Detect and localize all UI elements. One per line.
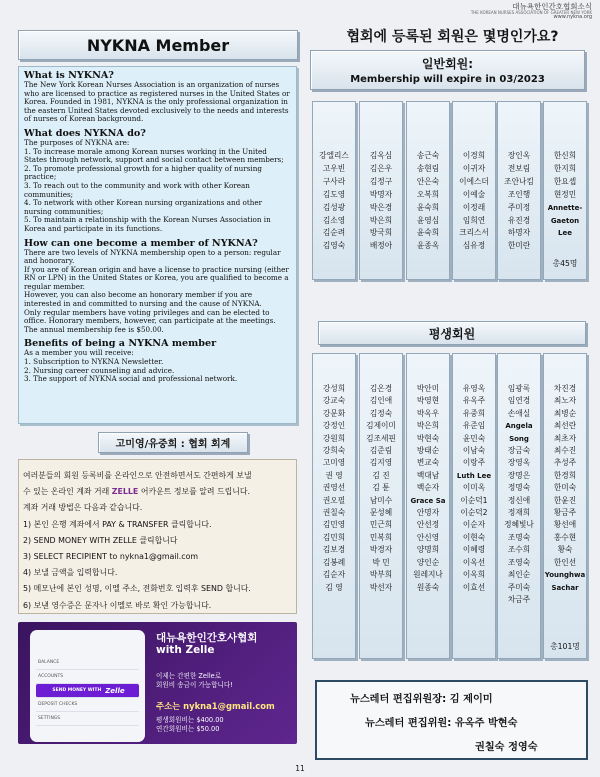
masthead-url: www.nykna.org bbox=[553, 14, 592, 21]
member-name: 김 툰 bbox=[372, 483, 390, 493]
member-name: 양인순 bbox=[416, 557, 440, 567]
banner-subtitle bbox=[156, 672, 233, 690]
zelle-brand-text: ZELLE bbox=[111, 487, 139, 497]
member-name: 안명자 bbox=[416, 508, 440, 518]
member-name: 박 민 bbox=[372, 557, 390, 567]
masthead-korean: 대뉴욕한인간호협회소식 bbox=[512, 2, 592, 11]
member-name: 박현숙 bbox=[416, 433, 440, 443]
what-heading: What is NYKNA? bbox=[24, 70, 114, 81]
member-name: 한윤진 bbox=[553, 495, 577, 505]
member-name: 한요셉 bbox=[553, 176, 577, 186]
member-name: 구사라 bbox=[322, 176, 346, 186]
zelle-intro-text: 어카운트 정보를 알려 드립니다. bbox=[138, 487, 250, 497]
member-name: 이옥선 bbox=[462, 557, 486, 567]
member-name: 백대남 bbox=[416, 470, 440, 480]
member-name: 황선애 bbox=[553, 520, 577, 530]
member-name: 최선란 bbox=[553, 421, 577, 431]
member-name: 조영숙 bbox=[507, 557, 531, 567]
zelle-intro-text: 수 있는 온라인 계좌 거래 bbox=[23, 487, 112, 497]
member-name: 황금주 bbox=[553, 508, 577, 518]
regular-member-header bbox=[310, 50, 585, 90]
member-name: 양명희 bbox=[416, 545, 440, 555]
member-name: 방국희 bbox=[369, 228, 393, 238]
member-name: 김순려 bbox=[322, 228, 346, 238]
do-item: 1. To increase morale among Korean nurses working in the United States through network, support and social contact between members; bbox=[24, 146, 284, 165]
do-item: 4. To network with other Korean nursing organizations and other nursing communities; bbox=[24, 198, 263, 216]
member-name: 박선자 bbox=[369, 582, 393, 592]
member-name: 하명자 bbox=[507, 228, 531, 238]
member-name: 조수희 bbox=[507, 545, 531, 555]
member-name: 민근희 bbox=[369, 520, 393, 530]
member-name: 차금주 bbox=[507, 594, 531, 604]
member-name: 권칠숙 bbox=[322, 508, 346, 518]
editor-committee: 뉴스레터 편집위원: 유옥주 박현숙 bbox=[365, 718, 518, 729]
member-name: 유영옥 bbox=[462, 384, 486, 393]
member-name: 이남숙 bbox=[462, 446, 486, 456]
member-name: Younghwa bbox=[544, 571, 586, 580]
phone-menu-label: SEND MONEY WITH bbox=[52, 688, 102, 693]
nykna-member-title: NYKNA Member bbox=[18, 30, 298, 60]
banner-address: 주소는 nykna1@gmail.com bbox=[156, 701, 275, 711]
regular-member-column bbox=[359, 101, 403, 280]
member-name: 조인행 bbox=[507, 189, 531, 199]
member-name: 안은숙 bbox=[416, 176, 440, 186]
treasurer-title: 고미영/유중희 : 협회 회계 bbox=[98, 432, 248, 453]
member-name: 손애실 bbox=[507, 408, 531, 418]
do-item: 5. To maintain a relationship with the Korean Nurses Association in Korea and participate in its functions. bbox=[24, 215, 271, 233]
member-name: 현정민 bbox=[553, 189, 577, 199]
member-name: 김조세핀 bbox=[366, 433, 396, 443]
zelle-intro-line: 여러분들의 회원 등록비를 온라인으로 안전하면서도 간편하게 보낼 bbox=[23, 471, 252, 480]
how-para: There are two levels of NYKNA membership open to a person: regular and honorary. bbox=[24, 247, 281, 266]
editor-in-chief: 뉴스레터 편집위원장: 김 제이미 bbox=[350, 694, 493, 705]
member-name: Sachar bbox=[551, 583, 579, 592]
member-name: 배정아 bbox=[369, 241, 393, 251]
member-name: 장명은 bbox=[507, 470, 531, 480]
member-name: 강원희 bbox=[322, 433, 346, 443]
member-name: 최초자 bbox=[553, 433, 577, 443]
lifetime-member-column bbox=[312, 353, 356, 659]
member-name: 박영현 bbox=[416, 396, 440, 406]
member-name: 이랑주 bbox=[462, 458, 486, 468]
member-name: Angela bbox=[505, 422, 533, 431]
member-name: 김순자 bbox=[322, 570, 346, 580]
zelle-step: 3) SELECT RECIPIENT to nykna1@gmail.com bbox=[23, 552, 199, 562]
member-name: 유옥주 bbox=[462, 396, 486, 406]
member-name: 이경희 bbox=[462, 151, 486, 160]
do-heading: What does NYKNA do? bbox=[24, 127, 146, 139]
regular-member-title: 일반회원: bbox=[421, 57, 474, 71]
member-name: 조명숙 bbox=[507, 532, 531, 542]
member-name: 추성주 bbox=[553, 458, 577, 468]
member-name: 변교숙 bbox=[416, 458, 440, 468]
member-name: 임희연 bbox=[462, 215, 486, 225]
member-name: 강엘리스 bbox=[319, 151, 349, 160]
member-name: 방태순 bbox=[416, 446, 440, 456]
member-name: 김소영 bbox=[322, 215, 346, 225]
member-name: 강희숙 bbox=[322, 446, 346, 456]
page-number: 11 bbox=[295, 764, 305, 773]
member-name: 장금숙 bbox=[507, 446, 531, 456]
member-name: 정재희 bbox=[507, 508, 531, 518]
member-name: 윤영심 bbox=[416, 215, 440, 225]
member-name: 박경자 bbox=[369, 545, 393, 555]
member-name: 이현숙 bbox=[462, 532, 486, 542]
member-name: 김제이미 bbox=[366, 421, 396, 431]
member-name: 유중희 bbox=[462, 408, 486, 418]
member-name: 주미숙 bbox=[507, 582, 531, 592]
zelle-logo-text: Zelle bbox=[105, 686, 125, 695]
benefit-item: 1. Subscription to NYKNA Newsletter. bbox=[24, 357, 164, 367]
zelle-step: 4) 보낼 금액을 입력합니다. bbox=[23, 568, 118, 578]
member-name: 김준림 bbox=[369, 446, 393, 456]
phone-menu-item: BALANCE bbox=[36, 656, 139, 670]
member-name: 김정구 bbox=[369, 176, 393, 186]
zelle-banner bbox=[18, 622, 297, 744]
zelle-intro-line bbox=[23, 484, 292, 500]
member-name: 김지영 bbox=[369, 458, 393, 468]
member-name: 김민영 bbox=[322, 520, 346, 530]
nykna-info-box bbox=[18, 66, 297, 424]
regular-member-column bbox=[497, 101, 541, 280]
do-item: 2. To promote professional growth for a higher quality of nursing practice; bbox=[24, 163, 262, 182]
member-name: 김은우 bbox=[369, 163, 393, 173]
member-name: 이예술 bbox=[462, 189, 486, 199]
banner-fees bbox=[156, 716, 224, 734]
membership-expire-text: Membership will expire in 03/2023 bbox=[350, 74, 545, 85]
zelle-step: 2) SEND MONEY WITH ZELLE 클릭합니다 bbox=[23, 535, 178, 545]
member-name: Song bbox=[509, 434, 529, 443]
member-name: 장영옥 bbox=[507, 458, 531, 468]
member-name: 박은경 bbox=[369, 202, 393, 212]
how-para: If you are of Korean origin and have a license to practice nursing (either RN or LPN) in the United States or Korea, you are qualified to become a regular member. bbox=[24, 264, 289, 291]
banner-title bbox=[156, 632, 257, 656]
member-name: 정신애 bbox=[507, 495, 531, 505]
regular-member-column bbox=[312, 101, 356, 280]
regular-member-column bbox=[452, 101, 496, 280]
member-name: 크리스서 bbox=[459, 228, 489, 238]
member-name: 윤숙희 bbox=[416, 228, 440, 238]
newsletter-editors-box bbox=[315, 680, 588, 760]
member-name: 김정숙 bbox=[369, 408, 393, 418]
member-name: 이옥희 bbox=[462, 570, 486, 580]
member-name: Gaeton bbox=[550, 216, 580, 225]
member-name: 이귀자 bbox=[462, 163, 486, 173]
member-name: 안선정 bbox=[416, 520, 440, 530]
zelle-step: 5) 메모난에 본인 성명, 이멜 주소, 전화번호 입력후 SEND 합니다. bbox=[23, 584, 251, 594]
member-name: 송현림 bbox=[416, 163, 440, 173]
zelle-instructions-box bbox=[18, 459, 297, 614]
zelle-step: 6) 보낸 영수증은 문자나 이멜로 바로 확인 가능합니다. bbox=[23, 600, 212, 610]
member-name: 최노자 bbox=[553, 396, 577, 406]
lifetime-member-column bbox=[497, 353, 541, 659]
member-name: 이효선 bbox=[462, 582, 486, 592]
member-name: 이순자 bbox=[462, 520, 486, 530]
member-name: 이혜령 bbox=[462, 545, 486, 555]
member-name: 윤종옥 bbox=[416, 241, 440, 251]
member-name: 김영숙 bbox=[322, 241, 346, 251]
benefit-item: 3. The support of NYKNA social and professional network. bbox=[24, 374, 238, 384]
lifetime-member-column bbox=[452, 353, 496, 659]
member-name: 임광록 bbox=[507, 384, 531, 393]
member-name: 홍수현 bbox=[553, 532, 577, 542]
benefits-heading: Benefits of being a NYKNA member bbox=[24, 338, 217, 350]
member-name: Annette- bbox=[547, 203, 583, 212]
member-name: 김봉례 bbox=[322, 557, 346, 567]
zelle-step: 1) 본인 은행 계좌에서 PAY & TRANSFER 클릭합니다. bbox=[23, 519, 212, 529]
member-name: 오복희 bbox=[416, 189, 440, 199]
member-name: 고미영 bbox=[322, 458, 346, 468]
member-name: 원종숙 bbox=[416, 582, 440, 592]
member-name: 문성혜 bbox=[369, 508, 393, 518]
member-name: 윤숙희 bbox=[416, 202, 440, 212]
benefit-item: 2. Nursing career counseling and advice. bbox=[24, 365, 175, 375]
member-name: 강정인 bbox=[322, 421, 346, 431]
banner-fee-line: 연간회원비는 $50.00 bbox=[156, 725, 220, 733]
member-name: 전보림 bbox=[507, 163, 531, 173]
member-name: 박옥우 bbox=[416, 408, 440, 418]
member-name: 최병순 bbox=[553, 408, 577, 418]
member-name: 김온경 bbox=[369, 384, 393, 393]
member-name: 장인옥 bbox=[507, 151, 531, 160]
member-name: 권오필 bbox=[322, 495, 346, 505]
benefits-intro: As a member you will receive: bbox=[24, 348, 134, 358]
member-name: 윤민숙 bbox=[462, 433, 486, 443]
member-name: 한인선 bbox=[553, 557, 577, 567]
lifetime-member-column bbox=[406, 353, 450, 659]
lifetime-member-count: 총101명 bbox=[550, 642, 580, 651]
masthead-english: THE KOREAN NURSES ASSOCIATION OF GREATER NEW YORK bbox=[470, 9, 592, 15]
how-para: However, you can also become an honorary member if you are interested in and committed to nursing and the cause of NYKNA. bbox=[24, 290, 262, 309]
member-name: 한지희 bbox=[553, 163, 577, 173]
member-name: Grace Sa bbox=[410, 496, 446, 505]
member-name: 심유정 bbox=[462, 241, 486, 251]
member-name: Luth Lee bbox=[456, 471, 492, 480]
member-name: 이순덕1 bbox=[460, 495, 488, 505]
lifetime-member-column bbox=[359, 353, 403, 659]
member-name: 송근숙 bbox=[416, 151, 440, 160]
member-name: 유진경 bbox=[507, 215, 531, 225]
how-para: The annual membership fee is $50.00. bbox=[24, 324, 164, 334]
member-name: 최수진 bbox=[553, 446, 577, 456]
member-name: 김민희 bbox=[322, 532, 346, 542]
member-name: 유준임 bbox=[462, 421, 486, 431]
member-name: 강문화 bbox=[322, 408, 346, 418]
phone-menu-item: DEPOSIT CHECKS bbox=[36, 698, 139, 712]
editor-committee-cont: 권칠숙 정영숙 bbox=[475, 742, 538, 753]
member-name: 주미정 bbox=[507, 202, 531, 212]
how-heading: How can one become a member of NYKNA? bbox=[24, 237, 258, 249]
banner-title-line: with Zelle bbox=[156, 644, 215, 656]
member-name: 권영선 bbox=[322, 483, 346, 493]
member-name: 황숙 bbox=[557, 545, 573, 555]
banner-title-line: 대뉴욕한인간호사협회 bbox=[156, 632, 258, 644]
lifetime-member-column bbox=[543, 353, 587, 659]
zelle-intro-line: 계좌 거래 방법은 다음과 같습니다. bbox=[23, 503, 143, 513]
regular-member-count: 총45명 bbox=[552, 259, 578, 268]
member-name: 김 진 bbox=[372, 470, 390, 480]
member-name: 한신희 bbox=[553, 151, 577, 160]
member-name: 이정래 bbox=[462, 202, 486, 212]
what-body: The New York Korean Nurses Association is an organization of nurses who are licensed to practice as registered nurses in the United States or Korea. Founded in 1981, NYKNA is the only professional organization in the eastern United States devoted exclusively to the needs and interests of nurses of Korean background. bbox=[24, 80, 290, 124]
member-name: 김성광 bbox=[322, 202, 346, 212]
member-name: 조안나킴 bbox=[504, 176, 534, 186]
banner-fee-line: 평생회원비는 $400.00 bbox=[156, 716, 224, 724]
member-name: 민복희 bbox=[369, 532, 393, 542]
newsletter-masthead bbox=[471, 3, 592, 20]
member-name: 김보경 bbox=[322, 545, 346, 555]
member-name: 김옥심 bbox=[369, 151, 393, 160]
member-name: 박안미 bbox=[416, 384, 440, 393]
member-name: 한경희 bbox=[553, 470, 577, 480]
member-name: 차진경 bbox=[553, 384, 577, 393]
phone-menu-item: ACCOUNTS bbox=[36, 670, 139, 684]
member-name: 정명숙 bbox=[507, 483, 531, 493]
member-name: 고우빈 bbox=[322, 163, 346, 173]
do-intro: The purposes of NYKNA are: bbox=[24, 137, 130, 147]
member-name: 김인애 bbox=[369, 396, 393, 406]
member-name: 김 영 bbox=[325, 582, 343, 592]
member-name: 강교숙 bbox=[322, 396, 346, 406]
how-para: Only regular members have voting privileges and can be elected to office. Honorary members, however, can participate at the meetings. bbox=[24, 307, 276, 326]
member-name: 이미옥 bbox=[462, 483, 486, 493]
member-name: 이순덕2 bbox=[460, 508, 488, 518]
banner-subtitle-line: 이제는 간편한 Zelle로 bbox=[156, 672, 222, 680]
member-name: 안신영 bbox=[416, 532, 440, 542]
member-name: 강성희 bbox=[322, 384, 346, 393]
member-name: 한미란 bbox=[507, 241, 531, 251]
member-name: 백순자 bbox=[416, 483, 440, 493]
member-name: 권 영 bbox=[325, 470, 343, 480]
lifetime-member-title: 평생회원 bbox=[318, 321, 586, 345]
regular-member-column bbox=[543, 101, 587, 280]
member-name: 남미수 bbox=[369, 495, 393, 505]
member-name: 김도영 bbox=[322, 189, 346, 199]
phone-menu-item: SETTINGS bbox=[36, 712, 139, 726]
regular-member-column bbox=[406, 101, 450, 280]
member-name: 한미숙 bbox=[553, 483, 577, 493]
member-name: 최인순 bbox=[507, 570, 531, 580]
member-name: 박은희 bbox=[369, 215, 393, 225]
member-count-question: 협회에 등록된 회원은 몇명인가요? bbox=[346, 29, 559, 45]
member-name: 임연경 bbox=[507, 396, 531, 406]
do-item: 3. To reach out to the community and work with other Korean communities; bbox=[24, 180, 250, 199]
member-name: 이에스더 bbox=[459, 176, 489, 186]
phone-illustration bbox=[30, 630, 145, 742]
member-name: 박은희 bbox=[416, 421, 440, 431]
member-name: 정혜빛나 bbox=[504, 520, 534, 530]
member-name: 박부희 bbox=[369, 570, 393, 580]
member-name: 박명자 bbox=[369, 189, 393, 199]
member-name: Lee bbox=[558, 229, 572, 238]
phone-menu-item-active bbox=[36, 684, 139, 698]
member-name: 원레지나 bbox=[413, 570, 443, 580]
banner-subtitle-line: 회원비 송금이 가능합니다! bbox=[156, 681, 233, 689]
